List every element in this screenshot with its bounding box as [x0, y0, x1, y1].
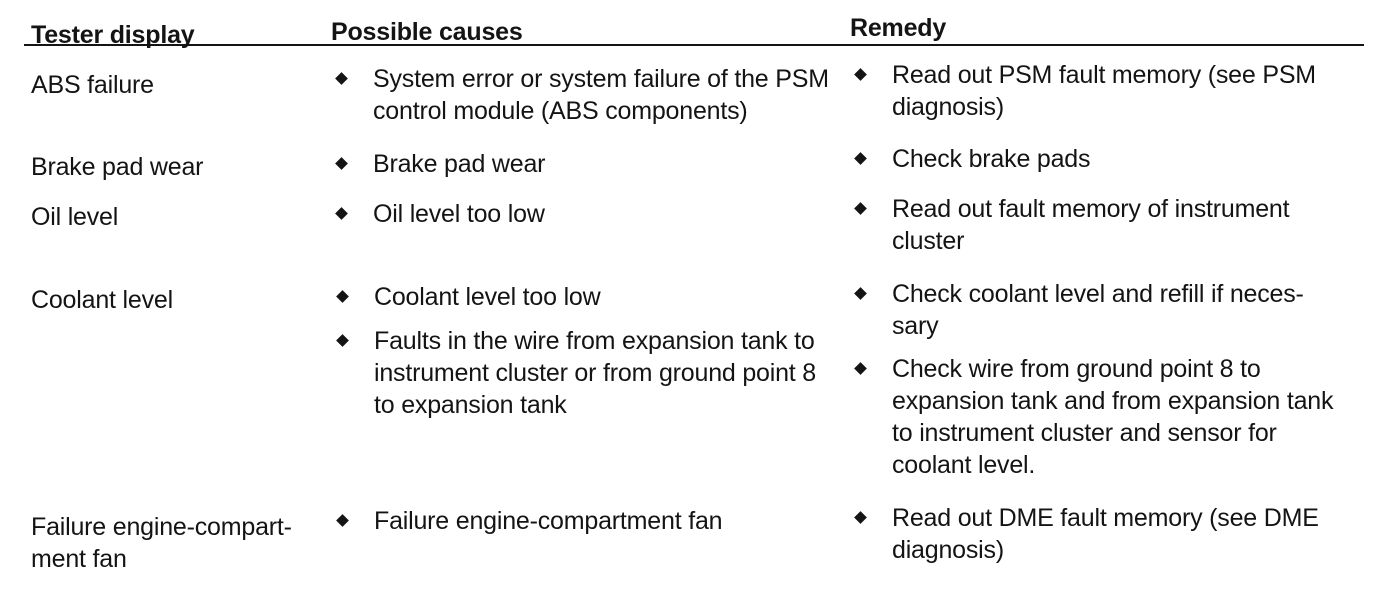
bullet-diamond-icon	[854, 362, 867, 375]
row-display: Brake pad wear	[31, 153, 204, 181]
bullet-diamond-icon	[335, 207, 348, 220]
remedy-item: Read out DME fault memory (see DME diagnosis)	[855, 502, 1345, 566]
cause-item: Faults in the wire from expansion tank to instrument cluster or from ground point 8 to expansion tank	[337, 325, 832, 421]
cause-item: System error or system failure of the PSM control module (ABS components)	[336, 63, 836, 127]
cause-item: Failure engine-compartment fan	[337, 505, 837, 537]
remedy-item: Check brake pads	[855, 143, 1345, 175]
bullet-diamond-icon	[335, 72, 348, 85]
bullet-diamond-icon	[336, 334, 349, 347]
row-display: Oil level	[31, 203, 119, 231]
remedy-item: Read out PSM fault memory (see PSM diagnosis)	[855, 59, 1345, 123]
header-possible-causes: Possible causes	[331, 18, 523, 46]
remedy-item: Read out fault memory of instrument cluster	[855, 193, 1345, 257]
remedy-item: Check coolant level and refill if neces- sary	[855, 278, 1340, 342]
cause-item: Coolant level too low	[337, 281, 837, 313]
bullet-diamond-icon	[335, 157, 348, 170]
header-remedy: Remedy	[850, 14, 947, 42]
row-display: Coolant level	[31, 286, 173, 314]
bullet-diamond-icon	[336, 290, 349, 303]
header-rule	[24, 44, 1364, 46]
row-display: ABS failure	[31, 71, 154, 99]
cause-item: Oil level too low	[336, 198, 836, 230]
bullet-diamond-icon	[854, 511, 867, 524]
bullet-diamond-icon	[336, 514, 349, 527]
header-tester-display: Tester display	[31, 21, 195, 49]
bullet-diamond-icon	[854, 152, 867, 165]
bullet-diamond-icon	[854, 68, 867, 81]
bullet-diamond-icon	[854, 287, 867, 300]
remedy-item: Check wire from ground point 8 to expansion tank and from expansion tank to instrument cluster and sensor for coolant level.	[855, 353, 1345, 481]
bullet-diamond-icon	[854, 202, 867, 215]
row-display: Failure engine-compart- ment fan	[31, 513, 292, 573]
cause-item: Brake pad wear	[336, 148, 836, 180]
